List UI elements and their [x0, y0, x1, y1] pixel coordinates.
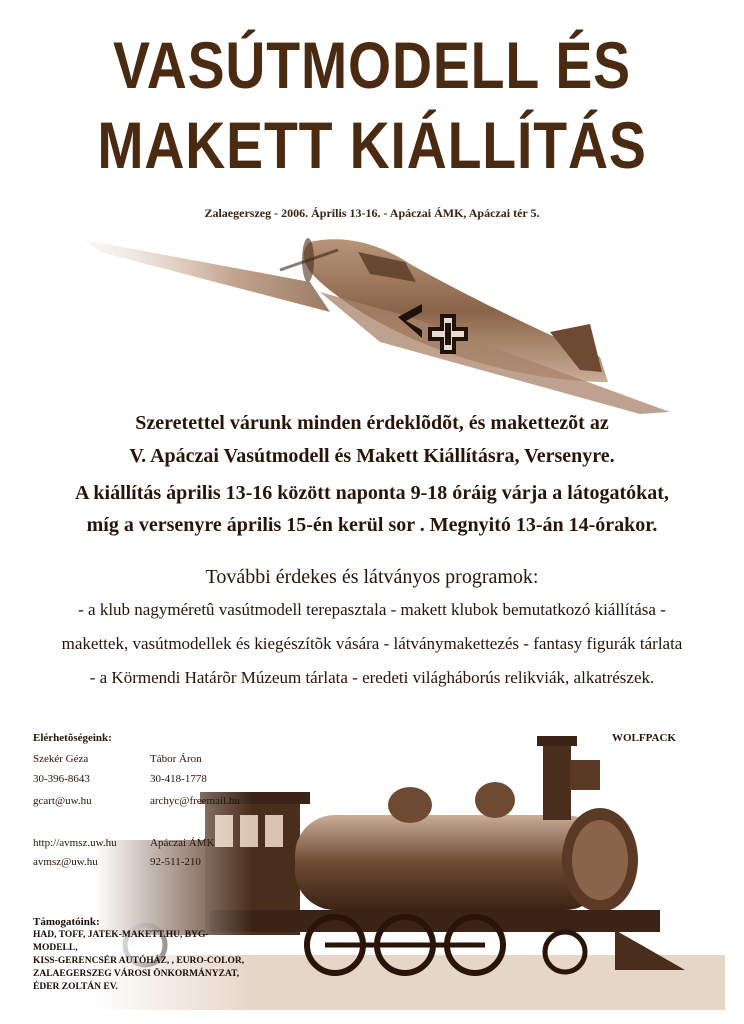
venue-name: Apáczai ÁMK — [150, 837, 215, 849]
programs-heading: További érdekes és látványos programok: — [205, 566, 539, 588]
programs-line-2: makettek, vasútmodellek és kiegészítõk vására - látványmakettezés - fantasy figurák tárlata — [61, 634, 683, 653]
contact-2-email[interactable]: archyc@freemail.hu — [150, 795, 240, 807]
sponsors-line-1: HAD, TOFF, JATEK-MAKETT.HU, BYG-MODELL, — [33, 930, 209, 953]
venue-phone: 92-511-210 — [150, 856, 201, 868]
intro-line-3: A kiállítás április 13-16 között naponta 9-18 óráig várja a látogatókat, — [75, 482, 669, 504]
contact-2-phone: 30-418-1778 — [150, 773, 207, 785]
intro-line-1: Szeretettel várunk minden érdeklõdõt, és makettezõt az — [135, 412, 609, 434]
page-title-line-2: MAKETT KIÁLLÍTÁS — [97, 108, 647, 182]
sponsors-line-2: KISS-GERENCSÉR AUTÓHÁZ, , EURO-COLOR, — [33, 956, 245, 966]
club-email[interactable]: avmsz@uw.hu — [33, 856, 98, 868]
sponsors-block — [33, 916, 253, 994]
intro-line-2: V. Apáczai Vasútmodell és Makett Kiállításra, Versenyre. — [129, 445, 615, 467]
club-website-link[interactable]: http://avmsz.uw.hu — [33, 837, 117, 849]
page-title-line-1: VASÚTMODELL ÉS — [113, 28, 631, 102]
sponsors-line-3: ZALAEGERSZEG VÁROSI ÖNKORMÁNYZAT, — [33, 969, 240, 979]
credit-label: WOLFPACK — [612, 732, 676, 744]
event-subtitle: Zalaegerszeg - 2006. Április 13-16. - Apáczai ÁMK, Apáczai tér 5. — [204, 206, 540, 220]
fighter-plane-image — [80, 222, 680, 417]
contacts-heading: Elérhetõségeink: — [33, 732, 112, 744]
programs-line-3: - a Körmendi Határõr Múzeum tárlata - eredeti világháborús relikviák, alkatrészek. — [89, 668, 655, 687]
contact-2-name: Tábor Áron — [150, 753, 202, 765]
sponsors-line-4: ÉDER ZOLTÁN EV. — [33, 982, 118, 992]
contact-1-phone: 30-396-8643 — [33, 773, 90, 785]
contact-1-name: Szekér Géza — [33, 753, 89, 765]
contact-1-email[interactable]: gcart@uw.hu — [33, 795, 92, 807]
programs-line-1: - a klub nagyméretû vasútmodell terepasztala - makett klubok bemutatkozó kiállítása - — [78, 600, 666, 619]
sponsors-heading: Támogatóink: — [33, 916, 100, 928]
intro-line-4: míg a versenyre április 15-én kerül sor . Megnyitó 13-án 14-órakor. — [86, 514, 658, 536]
